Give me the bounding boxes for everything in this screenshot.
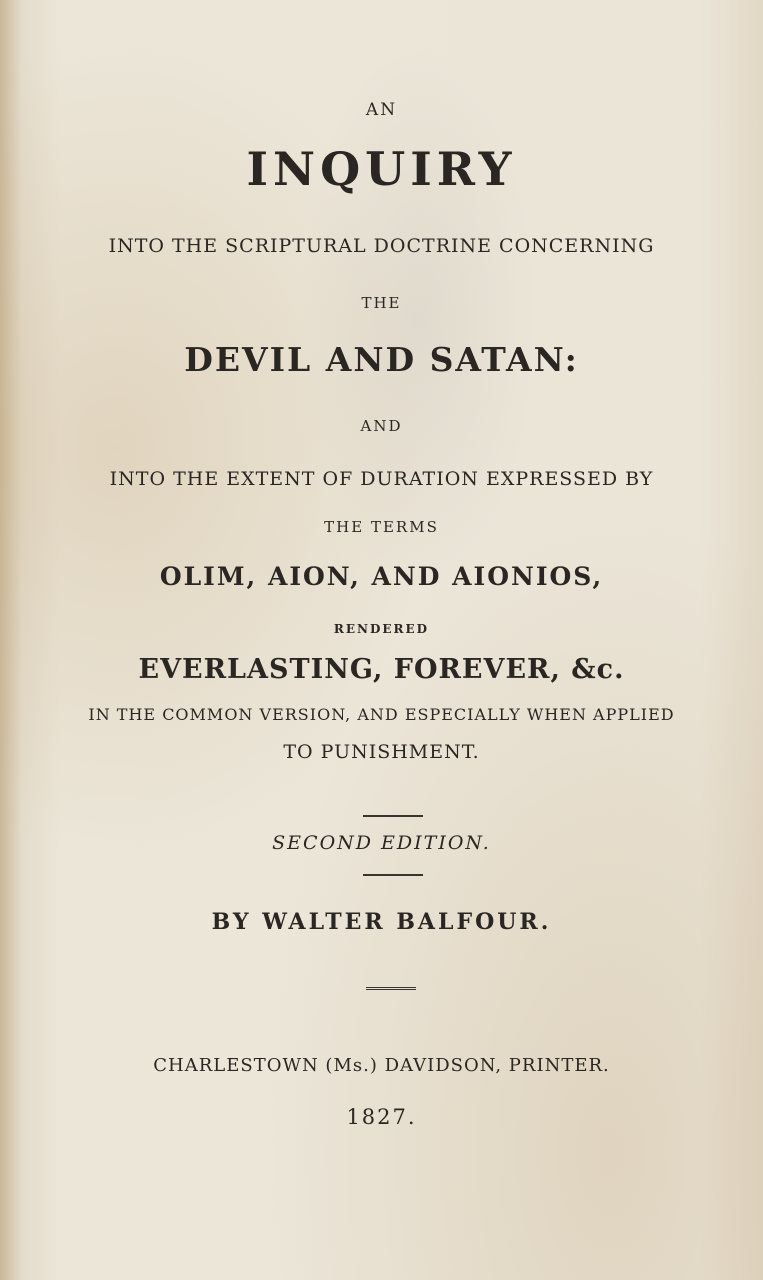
edition: SECOND EDITION.: [272, 832, 491, 854]
greek-terms: OLIM, AION, AND AIONIOS,: [159, 562, 604, 591]
the-terms: THE TERMS: [324, 518, 439, 536]
divider-rule-1: [363, 815, 423, 817]
word-the: THE: [361, 294, 402, 312]
word-rendered: RENDERED: [333, 622, 430, 636]
divider-rule-2: [363, 874, 423, 876]
punishment-line: TO PUNISHMENT.: [283, 741, 480, 763]
subtitle-line-1: INTO THE SCRIPTURAL DOCTRINE CONCERNING: [108, 235, 655, 257]
year: 1827.: [346, 1105, 417, 1129]
main-title: INQUIRY: [246, 142, 517, 196]
imprint: CHARLESTOWN (Ms.) DAVIDSON, PRINTER.: [153, 1055, 610, 1076]
everlasting-line: EVERLASTING, FOREVER, &c.: [138, 654, 625, 685]
common-version-line: IN THE COMMON VERSION, AND ESPECIALLY WHEN APPLIED: [88, 705, 675, 724]
subtitle-line-2: INTO THE EXTENT OF DURATION EXPRESSED BY: [109, 468, 654, 490]
word-an: AN: [365, 100, 398, 120]
divider-rule-3: [366, 987, 416, 992]
subject-heading: DEVIL AND SATAN:: [184, 340, 579, 379]
word-and: AND: [360, 417, 403, 435]
author: BY WALTER BALFOUR.: [211, 909, 552, 935]
